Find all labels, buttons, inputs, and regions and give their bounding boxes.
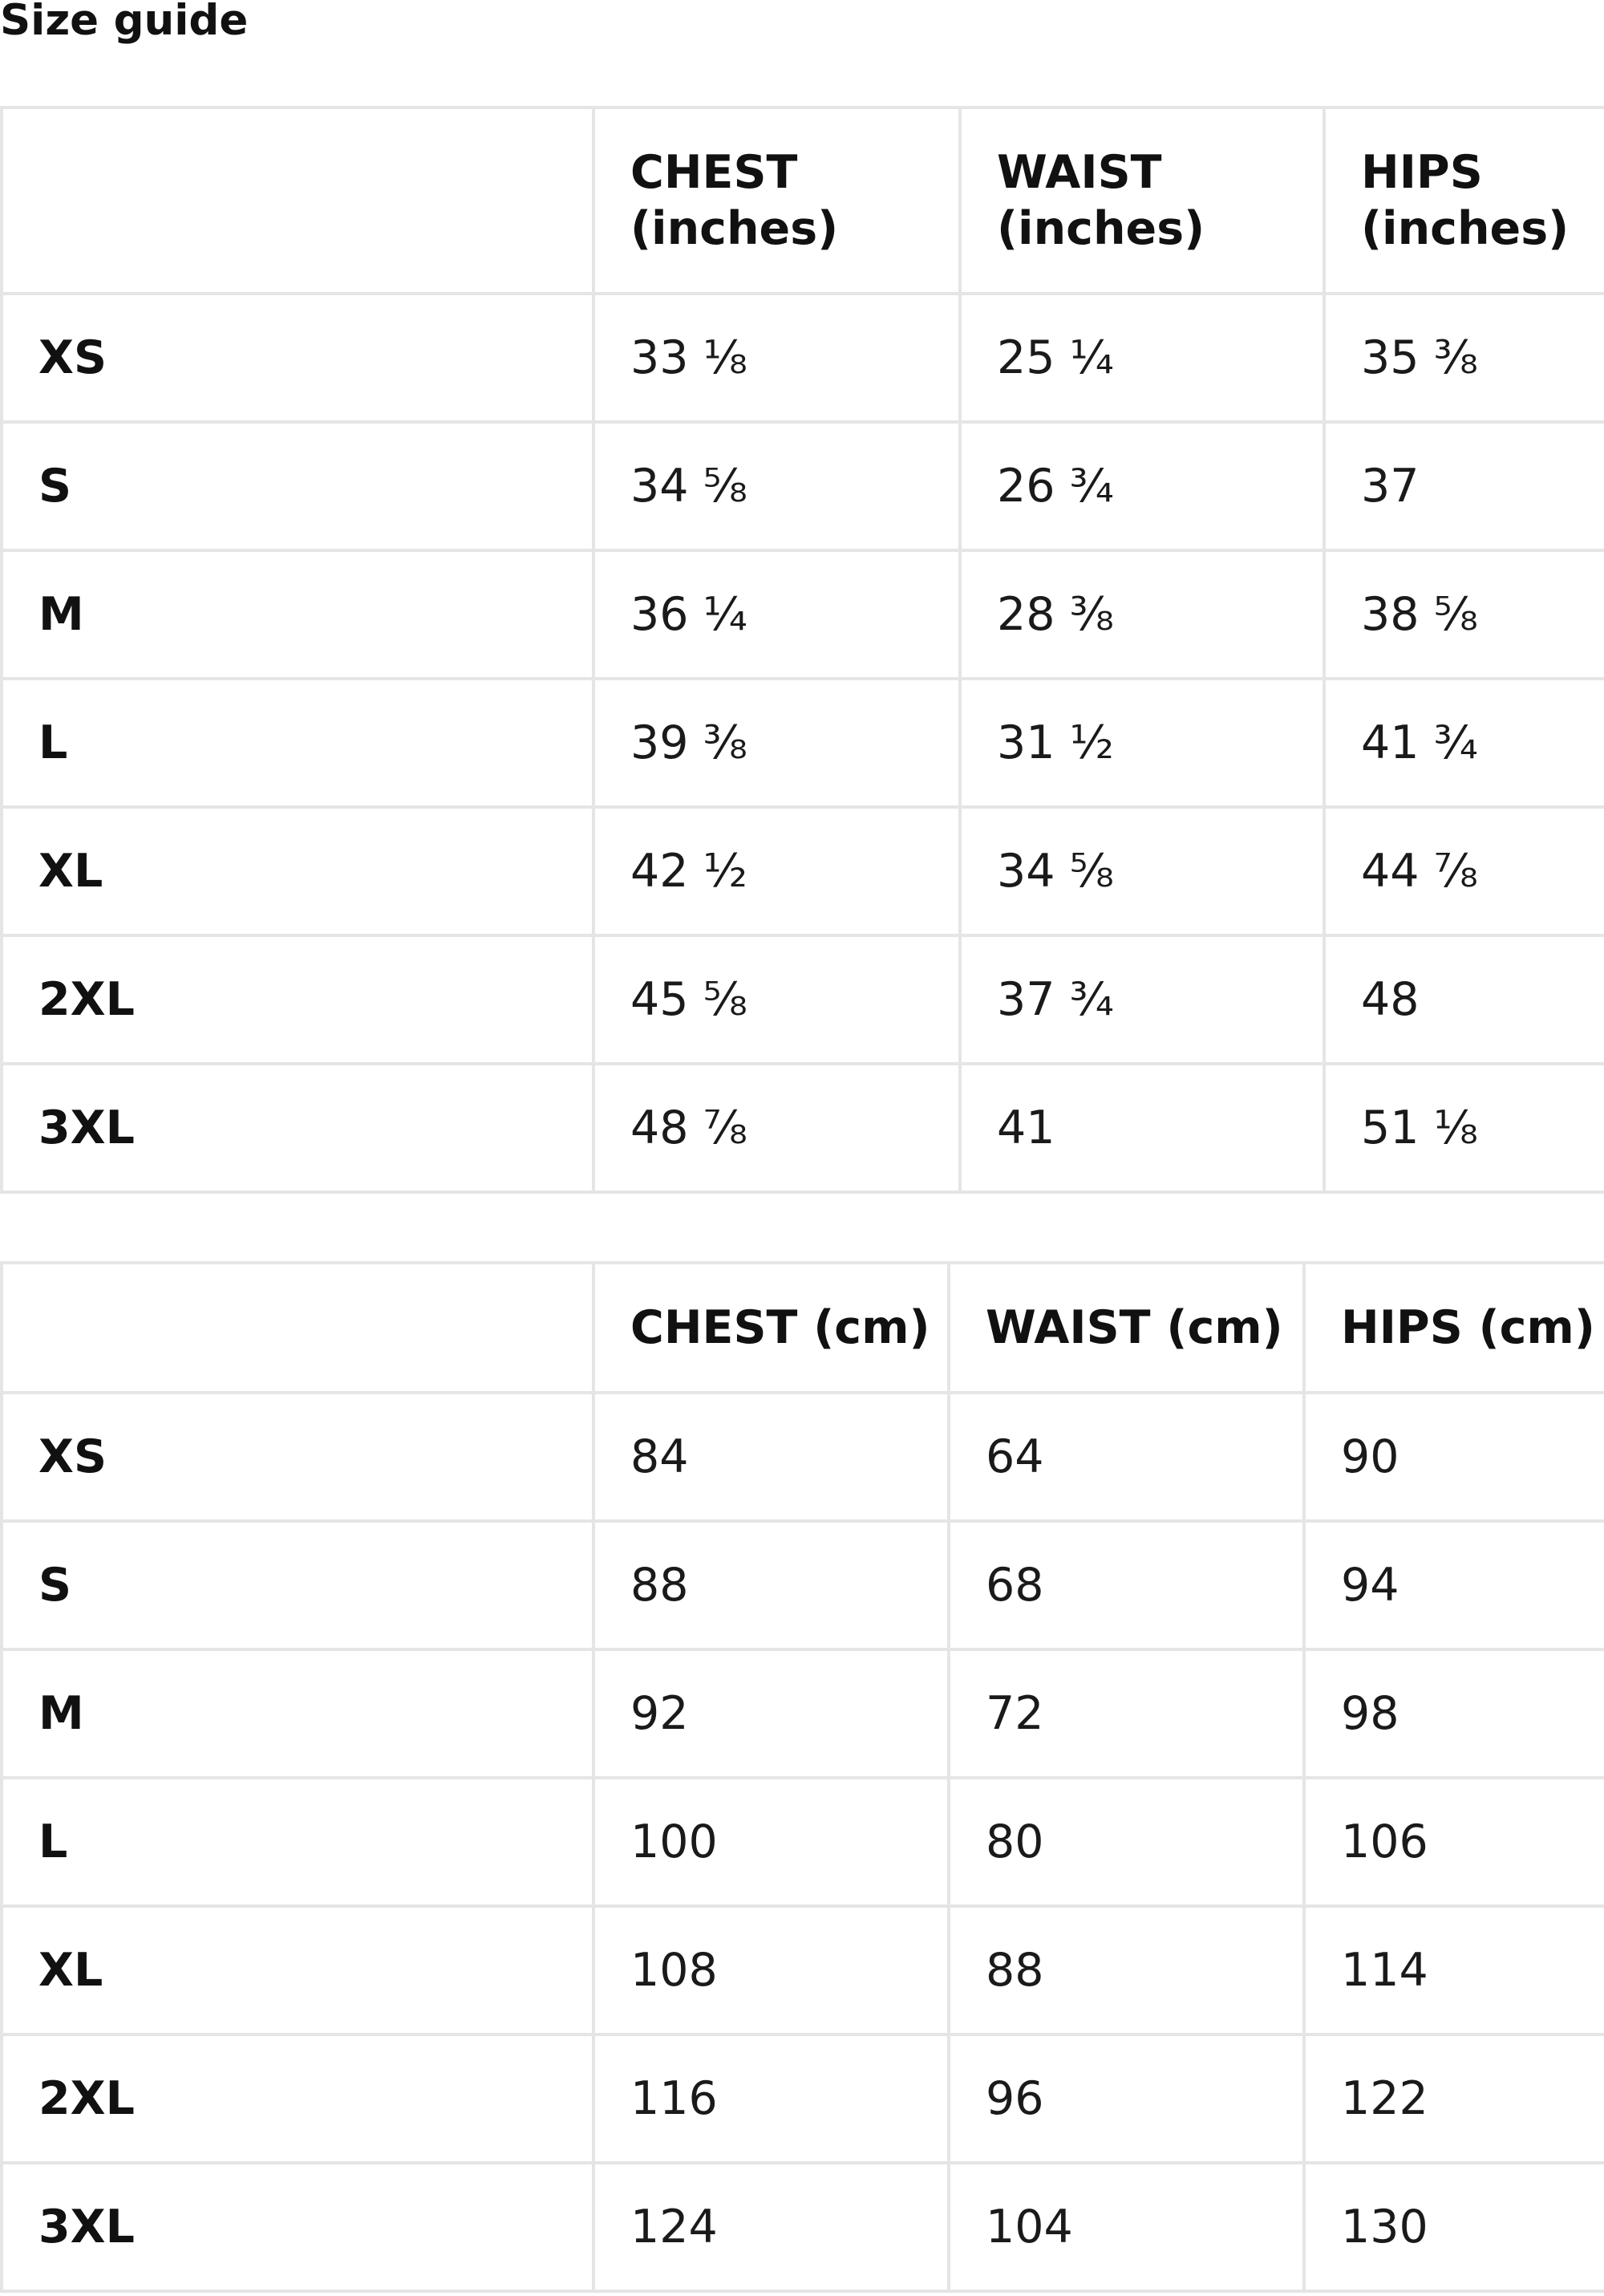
chest-value: 36 ¼: [593, 550, 960, 679]
chest-value: 48 ⅞: [593, 1064, 960, 1192]
size-label: M: [2, 1649, 593, 1778]
waist-value: 96: [949, 2034, 1304, 2163]
hips-value: 41 ¾: [1324, 679, 1604, 807]
table-row: [2, 679, 1604, 807]
hips-value: 122: [1304, 2034, 1604, 2163]
size-column-header: [2, 1263, 593, 1393]
size-label: XS: [2, 294, 593, 422]
header-label: WAIST: [997, 146, 1162, 199]
chest-value: 42 ½: [593, 807, 960, 935]
size-label: XL: [2, 807, 593, 935]
chest-value: 100: [593, 1778, 949, 1906]
hips-value: 130: [1304, 2163, 1604, 2291]
size-label: 2XL: [2, 935, 593, 1064]
hips-value: 94: [1304, 1521, 1604, 1649]
size-label: S: [2, 1521, 593, 1649]
chest-value: 45 ⅝: [593, 935, 960, 1064]
hips-value: 106: [1304, 1778, 1604, 1906]
hips-value: 114: [1304, 1906, 1604, 2034]
hips-value: 98: [1304, 1649, 1604, 1778]
size-label: S: [2, 422, 593, 550]
waist-value: 37 ¾: [960, 935, 1324, 1064]
size-table-cm: [0, 1261, 1604, 2293]
waist-value: 31 ½: [960, 679, 1324, 807]
size-label: 3XL: [2, 1064, 593, 1192]
waist-value: 41: [960, 1064, 1324, 1192]
size-label: 2XL: [2, 2034, 593, 2163]
header-label: CHEST: [630, 146, 798, 199]
size-label: M: [2, 550, 593, 679]
table-row: [2, 550, 1604, 679]
header-unit: (inches): [997, 202, 1205, 255]
table-row: [2, 1521, 1604, 1649]
header-unit: (inches): [630, 202, 839, 255]
page-title: Size guide: [0, 0, 249, 45]
hips-value: 90: [1304, 1393, 1604, 1521]
waist-cm-header: WAIST (cm): [949, 1263, 1304, 1393]
chest-cm-header: CHEST (cm): [593, 1263, 949, 1393]
size-label: L: [2, 1778, 593, 1906]
table-row: [2, 1393, 1604, 1521]
table-header-row: [2, 1263, 1604, 1393]
waist-value: 64: [949, 1393, 1304, 1521]
chest-value: 34 ⅝: [593, 422, 960, 550]
hips-value: 51 ⅛: [1324, 1064, 1604, 1192]
table-row: [2, 422, 1604, 550]
size-label: XS: [2, 1393, 593, 1521]
hips-value: 37: [1324, 422, 1604, 550]
header-label: HIPS: [1361, 146, 1483, 199]
chest-value: 88: [593, 1521, 949, 1649]
table-row: [2, 807, 1604, 935]
hips-value: 44 ⅞: [1324, 807, 1604, 935]
hips-value: 35 ⅜: [1324, 294, 1604, 422]
header-unit: (inches): [1361, 202, 1570, 255]
table-row: [2, 2034, 1604, 2163]
chest-value: 124: [593, 2163, 949, 2291]
chest-value: 33 ⅛: [593, 294, 960, 422]
table-header-row: [2, 107, 1604, 294]
waist-value: 104: [949, 2163, 1304, 2291]
size-table-inches: [0, 106, 1604, 1194]
hips-value: 38 ⅝: [1324, 550, 1604, 679]
table-row: [2, 1906, 1604, 2034]
table-row: [2, 1064, 1604, 1192]
waist-value: 80: [949, 1778, 1304, 1906]
table-row: [2, 294, 1604, 422]
hips-cm-header: HIPS (cm): [1304, 1263, 1604, 1393]
size-label: XL: [2, 1906, 593, 2034]
chest-inches-header: [593, 107, 960, 294]
table-row: [2, 935, 1604, 1064]
table-row: [2, 1778, 1604, 1906]
waist-inches-header: [960, 107, 1324, 294]
size-column-header: [2, 107, 593, 294]
hips-inches-header: [1324, 107, 1604, 294]
table-row: [2, 2163, 1604, 2291]
waist-value: 28 ⅜: [960, 550, 1324, 679]
chest-value: 116: [593, 2034, 949, 2163]
waist-value: 72: [949, 1649, 1304, 1778]
chest-value: 84: [593, 1393, 949, 1521]
hips-value: 48: [1324, 935, 1604, 1064]
waist-value: 68: [949, 1521, 1304, 1649]
chest-value: 39 ⅜: [593, 679, 960, 807]
chest-value: 108: [593, 1906, 949, 2034]
waist-value: 25 ¼: [960, 294, 1324, 422]
waist-value: 88: [949, 1906, 1304, 2034]
waist-value: 34 ⅝: [960, 807, 1324, 935]
table-row: [2, 1649, 1604, 1778]
chest-value: 92: [593, 1649, 949, 1778]
waist-value: 26 ¾: [960, 422, 1324, 550]
size-label: 3XL: [2, 2163, 593, 2291]
size-label: L: [2, 679, 593, 807]
